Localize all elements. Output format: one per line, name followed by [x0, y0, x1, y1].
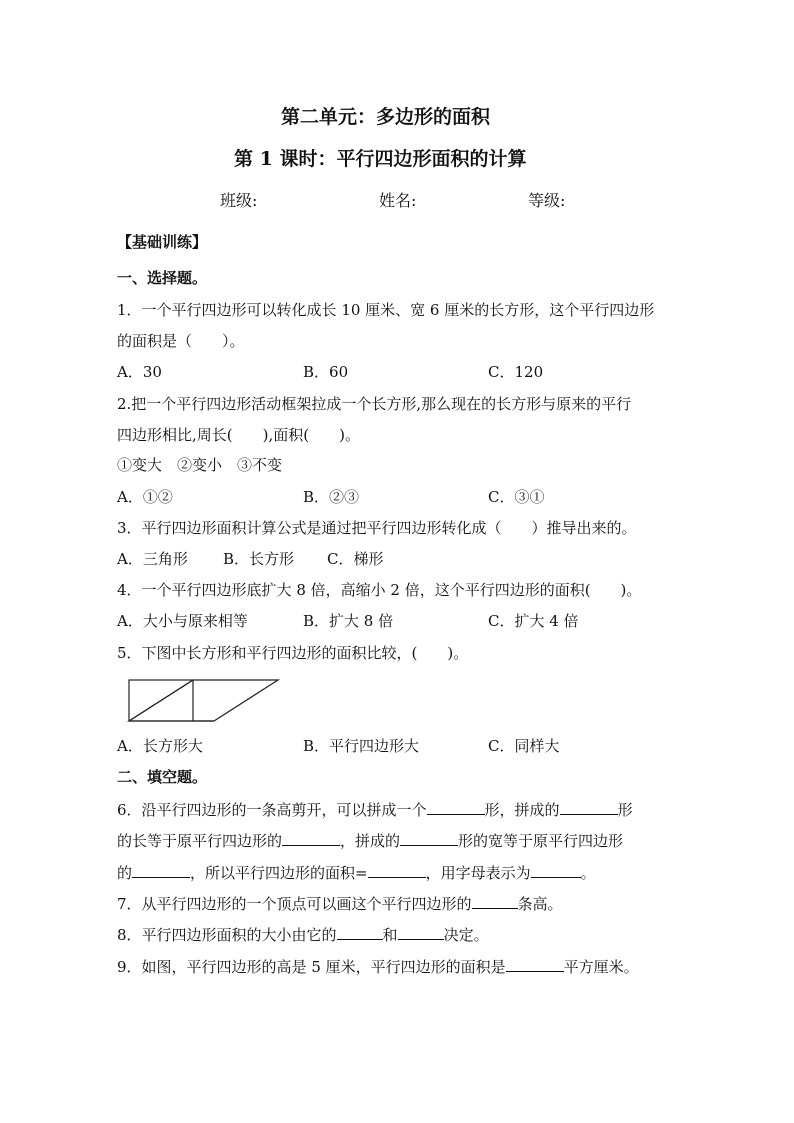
section-fill-blank-heading: 二、填空题。	[117, 768, 208, 786]
q6-text-10: 。	[580, 864, 596, 882]
q6-blank-2[interactable]	[560, 799, 618, 815]
q6-blank-4[interactable]	[400, 830, 458, 846]
q9-blank[interactable]	[506, 956, 564, 972]
q6-text-5: ，拼成的	[340, 832, 401, 850]
q6-text-8: ，所以平行四边形的面积=	[190, 864, 368, 882]
q5-option-a: A．长方形大	[117, 737, 203, 755]
q8-blank-1[interactable]	[337, 924, 383, 940]
figure-parallelogram	[129, 680, 278, 721]
q6-blank-7[interactable]	[531, 862, 581, 878]
q8-text-2: 和	[382, 926, 398, 944]
name-label: 姓名:	[379, 191, 417, 210]
q5-stem: 5．下图中长方形和平行四边形的面积比较，( )。	[117, 644, 469, 662]
q6-blank-3[interactable]	[282, 830, 340, 846]
q1-stem-line1: 1．一个平行四边形可以转化成长 10 厘米、宽 6 厘米的长方形，这个平行四边形	[117, 301, 655, 319]
q5-option-b: B．平行四边形大	[303, 737, 420, 755]
q2-option-b: B．②③	[303, 488, 360, 506]
q6-blank-1[interactable]	[427, 799, 485, 815]
q3-stem: 3．平行四边形面积计算公式是通过把平行四边形转化成（ ）推导出来的。	[117, 519, 637, 537]
q9-line	[117, 956, 639, 977]
grade-label: 等级:	[528, 191, 566, 210]
q4-stem: 4．一个平行四边形底扩大 8 倍，高缩小 2 倍，这个平行四边形的面积( )。	[117, 581, 642, 599]
q6-line3	[117, 862, 596, 883]
q1-option-b: B．60	[303, 363, 349, 381]
q6-text-6: 形的宽等于原平行四边形	[458, 832, 624, 850]
q1-option-a: A．30	[117, 363, 162, 381]
class-label: 班级:	[220, 191, 258, 210]
q6-text-3: 形	[617, 801, 633, 819]
q3-option-a: A．三角形	[117, 550, 188, 568]
q7-line	[117, 893, 563, 914]
rectangle-parallelogram-figure	[126, 677, 286, 725]
q2-option-a: A．①②	[117, 488, 173, 506]
q8-blank-2[interactable]	[398, 924, 444, 940]
q6-line2	[117, 830, 623, 851]
q2-stem-line2: 四边形相比,周长( ),面积( )。	[117, 426, 360, 444]
q6-text-9: ，用字母表示为	[425, 864, 531, 882]
q4-option-a: A．大小与原来相等	[117, 612, 248, 630]
q7-blank[interactable]	[472, 893, 518, 909]
q5-option-c: C．同样大	[488, 737, 560, 755]
q8-text-1: 8．平行四边形面积的大小由它的	[117, 926, 337, 944]
q6-text-4: 的长等于原平行四边形的	[117, 832, 283, 850]
q2-stem-line1: 2.把一个平行四边形活动框架拉成一个长方形,那么现在的长方形与原来的平行	[117, 395, 632, 413]
section-basic-training: 【基础训练】	[117, 233, 208, 251]
q2-choice-list: ①变大 ②变小 ③不变	[117, 456, 283, 474]
q6-line1	[117, 799, 633, 820]
q1-option-c: C．120	[488, 363, 544, 381]
q3-option-c: C．梯形	[327, 550, 384, 568]
q8-line	[117, 924, 489, 945]
q6-text-2: 形，拼成的	[484, 801, 560, 819]
q2-option-c: C．③①	[488, 488, 545, 506]
q6-blank-5[interactable]	[132, 862, 190, 878]
q6-text-1: 6．沿平行四边形的一条高剪开，可以拼成一个	[117, 801, 427, 819]
lesson-title: 第 1 课时：平行四边形面积的计算	[234, 148, 527, 170]
q3-option-b: B．长方形	[223, 550, 295, 568]
q8-text-3: 决定。	[443, 926, 489, 944]
q7-text-1: 7．从平行四边形的一个顶点可以画这个平行四边形的	[117, 895, 472, 913]
section-choice-heading: 一、选择题。	[117, 269, 208, 287]
q6-blank-6[interactable]	[368, 862, 426, 878]
q7-text-2: 条高。	[517, 895, 563, 913]
q4-option-c: C．扩大 4 倍	[488, 612, 579, 630]
q6-text-7: 的	[117, 864, 133, 882]
q1-stem-line2: 的面积是（ ）。	[117, 332, 245, 350]
q9-text-1: 9．如图，平行四边形的高是 5 厘米，平行四边形的面积是	[117, 958, 506, 976]
q4-option-b: B．扩大 8 倍	[303, 612, 394, 630]
unit-title: 第二单元：多边形的面积	[281, 106, 491, 128]
q9-text-2: 平方厘米。	[563, 958, 639, 976]
